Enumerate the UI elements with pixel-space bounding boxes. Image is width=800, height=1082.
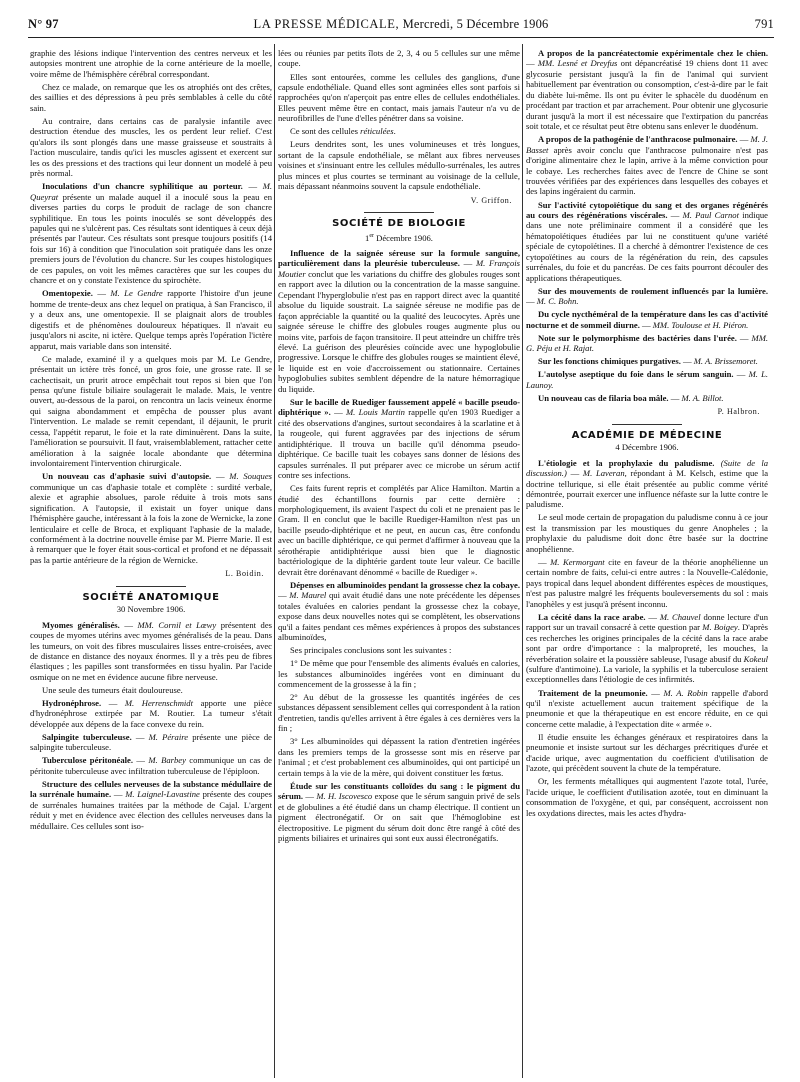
report-title: Sur des mouvements de roulement influencés par la lumière.: [538, 285, 768, 296]
issue-date: Mercredi, 5 Décembre 1906: [402, 17, 549, 31]
section-date: 30 Novembre 1906.: [116, 604, 186, 615]
report-paragraph: Note sur le polymorphisme des bactéries dans l'urée. — MM. G. Péju et H. Rajat.: [526, 332, 768, 354]
paragraph: [278, 126, 520, 136]
report-text: donne lecture d'un rapport sur un travail consacré à cette question par: [526, 611, 768, 633]
header-rule: [28, 37, 774, 38]
list-item: [526, 356, 768, 366]
header-masthead: [28, 17, 774, 32]
signature: P. Halbron.: [717, 407, 760, 417]
report-paragraph: — M. Kermorgant cite en faveur de la théorie anophélienne un certain nombre de faits, celui-ci entre autres : la Nouvelle-Calédonie, pays tropical dans lequel abondent différentes espèces de moustiques, n'est pas palustre malgré les fréquents bouleversements du sol : mais l'anophèles y est jusqu'à présent inconnu.: [526, 556, 768, 609]
report-author: M. Laignel-Lavastine: [125, 789, 200, 800]
column-left: [30, 48, 272, 1078]
report-paragraph: Sur le bacille de Ruediger faussement appelé « bacille pseudo-diphtérique ». — M. Louis Martin rappelle qu'en 1903 Ruediger a cité des observations d'angines, surtout secondaires à la scarlatine et à la rougeole, qui furent aggravées par des injections de sérum antidiphtérique. Il trouva un bacille qu'il dénomma pseudo-diphtérique. Ce bacille tuait les cobayes sans donner de lésions des capsules surrénales. Il put préparer avec ce microbe un sérum actif contre ses infections.: [278, 396, 520, 480]
report-title: A propos de la pathogénie de l'anthracose pulmonaire.: [538, 134, 738, 145]
report-author: M. Barbey: [148, 755, 186, 766]
text-run: .: [393, 126, 396, 137]
report-paragraph: A propos de la pancréatectomie expérimentale chez le chien. — MM. Lesné et Dreyfus ont dépancréatisé 19 chiens dont 11 avec glycosurie persistant jusqu'à la fin de l'animal qui survient habituellement par éventration ou consomption, c'est-à-dire par le fait du diabète lui-même. Ils ont pu éviter le sphacèle du duodénum en procédant par traction et par arrachement. Pour obtenir une glycosurie durant jusqu'à la mort il est nécessaire que l'extirpation du pancréas soit totale, et ce résultat peut être obtenu sans enlever le duodénum.: [526, 48, 768, 132]
report-paragraph: Hydronéphrose. — M. Herrenschmidt apporte une pièce d'hydronéphrose extirpée par M. Routier. La tumeur s'était développée aux dépens de la face convexe du rein.: [30, 698, 272, 729]
paragraph: Ce malade, examiné il y a quelques mois par M. Le Gendre, présentait un ictère très foncé, un gros foie, une grosse rate. Il se cachectisait, un prurit atroce empêchait tout repos si bien que l'on pensa qu'une fistule biliaire soulagerait le malade. Mais, le ventre ouvert, au-dessous de la paroi, on rencontra un lacis veineux énorme qui saigna abondamment et empêcha de pousser plus avant l'intervention. Le malade se remit cependant, il déjaunit, le prurit cessa, l'appétit reparut, le foie et la rate diminuèrent. Dans la suite, l'amélioration se poursuivit. Il faut, vraisemblablement, rattacher cette amélioration à la saignée locale abondante que détermina involontairement l'intervention chirurgicale.: [30, 353, 272, 469]
report-author: MM. Cornil et Lœwy: [137, 619, 217, 630]
column-right: [526, 48, 768, 1078]
section-divider: [116, 586, 186, 587]
paragraph: Ses principales conclusions sont les suivantes :: [290, 645, 452, 656]
paragraph: lées ou réunies par petits îlots de 2, 3, 4 ou 5 cellules sur une même coupe.: [278, 48, 520, 69]
report-title: L'autolyse aseptique du foie dans le sérum sanguin.: [538, 369, 734, 380]
date-ordinal: er: [369, 232, 374, 239]
paragraph: 2° Au début de la grossesse les quantités ingérées de ces substances dépassent sensiblement celles qui correspondent à la ration d'entretien, tandis qu'elles arrivent à être égales à ces dernières vers la fin ;: [278, 692, 520, 734]
paragraph: Or, les ferments métalliques qui augmentent l'azote total, l'urée, l'acide urique, le coefficient d'utilisation azotée, tout en diminuant la consommation de l'oxygène, et qui, par conséquent, accroissent non les oxydations directes, mais les actes d'hydra-: [526, 776, 768, 818]
report-author: M. A. Billot.: [681, 392, 724, 403]
paragraph: 3° Les albuminoïdes qui dépassent la ration d'entretien ingérées dans les premiers temps de la grossesse sont mis en réserve par l'animal ; et c'est probablement ces albuminoïdes, qui ont participé un certain temps à la vie de la mère, qui doivent constituer les fœtus.: [278, 736, 520, 778]
section-title: ACADÉMIE DE MÉDECINE: [571, 429, 723, 441]
report-text: cite en faveur de la théorie anophélienne un certain nombre de faits, celui-ci entre autres : la Nouvelle-Calédonie, pays tropical dans lequel abondent différentes espèces de moustiques, n'est pas palustre malgré les fréquents bouleversements du sol : mais l'anophèles y est jusqu'à présent inconnu.: [526, 556, 768, 609]
report-author: M. Herrenschmidt: [124, 698, 193, 709]
report-author: MM. Lesné et Dreyfus: [537, 58, 618, 69]
report-author: M. H. Iscovesco: [316, 791, 373, 802]
report-author: M. C. Bohn.: [536, 296, 579, 307]
paragraph: Il étudie ensuite les échanges généraux et respiratoires dans la pneumonie et insiste surtout sur les décharges précritiques d'urée et d'acide urique, avec augmentation du coefficient d'utilisation de l'azote, qui précèdent souvent la chute de la température.: [526, 731, 768, 774]
page-number: 791: [754, 17, 774, 31]
section-divider: [364, 212, 434, 213]
text-run: Ce sont des cellules: [290, 126, 361, 137]
report-author: M. Chauvel: [659, 611, 701, 622]
report-paragraph: Dépenses en albuminoïdes pendant la grossesse chez la cobaye. — M. Maurel qui avait étudié dans une note précédente les dépenses totales évaluées en calories pendant la grossesse chez la cobaye, expose dans deux nouvelles notes qui se complètent, les observations qu'il a faites pendant ces mêmes expériences à propos des substances albuminoïdes,: [278, 579, 520, 642]
report-text: indique dans une note préliminaire comment il a considéré que les hématopoïétiques étudiées par lui ne constituent qu'une variété spéciale de cytopoïétines. Il a cherché à démontrer l'existence de ces cytopoïétines au cours de la régénération du rein, des capsules surrénales, du foie et du pancréas. De ces faits pourront découler des applications thérapeutiques.: [526, 209, 768, 283]
report-title: Omentopexie.: [42, 288, 93, 299]
report-text: présentent des coupes de myomes utérins avec myomes généralisés de la peau. Dans les tumeurs, on voit des fibres musculaires lisses entre-croisées, avec de distance en distance des noyaux énormes. Il y a très peu de fibres élastiques ; les papilles sont transformées en tissu hyalin. Par l'acide osmique on ne met en évidence aucune fibre nerveuse.: [30, 619, 272, 682]
report-paragraph: L'autolyse aseptique du foie dans le sérum sanguin. — M. L. Launoy.: [526, 369, 768, 390]
section-date: [278, 231, 520, 243]
report-text: après avoir conclu que l'anthracose pulmonaire n'est pas d'origine alimentaire chez le lapin, arrive à la même conviction pour le cobaye. Les recherches faites avec de l'encre de Chine se sont trouvées vérifiées par des expériences dans lesquelles des cobayes et des lapins ingéraient du carmin.: [526, 144, 768, 197]
report-author: M. A. Brissemoret.: [693, 356, 758, 367]
report-text: rappelle qu'en 1903 Ruediger a cité des observations d'angines, surtout secondaires à la scarlatine et à la rougeole, qui furent aggravées par des injections de sérum antidiphtérique. Il trouva un bacille qu'il dénomma pseudo-diphtérique. Ce bacille tuait les cobayes sans donner de lésions des capsules surrénales. Il put préparer avec ce microbe un sérum actif contre ses infections.: [278, 407, 520, 480]
report-paragraph: A propos de la pathogénie de l'anthracose pulmonaire. — M. J. Basset après avoir conclu que l'anthracose pulmonaire n'est pas d'origine alimentaire chez le lapin, arrive à la même conviction pour le cobaye. Les recherches faites avec de l'encre de Chine se sont trouvées vérifiées par des expériences dans lesquelles des cobayes et des lapins ingéraient du carmin.: [526, 134, 768, 197]
report-author: M. Louis Martin: [346, 407, 405, 418]
list-item: [526, 333, 768, 354]
report-title: Myomes généralisés.: [42, 619, 120, 630]
cited-author: M. Boigey: [702, 622, 738, 633]
report-paragraph: Un nouveau cas d'aphasie suivi d'autopsie. — M. Souques communique un cas d'aphasie totale et complète : surdité verbale, alexie et agraphie absolues, parole réduite à trois mots sans signification. A l'autopsie, il existait un foyer unique dans l'hémisphère gauche, intéressant à la fois la zone de Wernicke, la zone lenticulaire et celle de Broca, et expliquant l'aphasie de la malade, conformément à la doctrine nouvelle émise par M. Pierre Marie. Il est à remarquer que le foyer était sous-cortical et profond et ne dépassait pas la partie antérieure de la région de Wernicke.: [30, 471, 272, 565]
paragraph: Le seul mode certain de propagation du paludisme connu à ce jour est la transmission par les moustiques du genre Anopheles ; la prophylaxie du paludisme doit donc être basée sur la doctrine anophélienne.: [526, 512, 768, 554]
paragraph: Chez ce malade, on remarque que les os atrophiés ont des crêtes, des saillies et des dépressions à peu près semblables à celle du côté sain.: [30, 81, 272, 113]
report-text: communique un cas d'aphasie totale et complète : surdité verbale, alexie et agraphie absolues, parole réduite à trois mots sans signification. A l'autopsie, il existait un foyer unique dans l'hémisphère gauche, intéressant à la fois la zone de Wernicke, la zone lenticulaire et celle de Broca, et expliquant l'aphasie de la malade, conformément à la doctrine nouvelle émise par M. Pierre Marie. Il est à remarquer que le foyer était sous-cortical et profond et ne dépassait pas la partie antérieure de la région de Wernicke.: [30, 481, 272, 565]
report-author: M. Maurel: [289, 590, 327, 601]
report-author: M. Péraire: [148, 731, 189, 742]
report-text: communique un cas de péritonite tuberculeuse avec infiltration tuberculeuse de l'épiploon.: [30, 755, 272, 776]
list-item: [526, 309, 768, 330]
report-title: Sur le bacille de Ruediger faussement appelé « bacille pseudo-diphtérique ».: [278, 396, 520, 418]
report-text: présente une pièce de salpingite tuberculeuse.: [30, 731, 272, 753]
signature: L. Boidin.: [225, 569, 264, 579]
report-author: M. Queyrat: [30, 181, 272, 202]
report-title: Hydronéphrose.: [42, 698, 102, 709]
paragraph: graphie des lésions indique l'intervention des centres nerveux et les autopsies montrent une atrophie de la corne antérieure de la moelle, voire même de l'hémisphère cérébral correspondant.: [30, 48, 272, 79]
report-paragraph: Salpingite tuberculeuse. — M. Péraire présente une pièce de salpingite tuberculeuse.: [30, 731, 272, 753]
report-author: M. Kermorgant: [550, 556, 605, 567]
report-title: L'étiologie et la prophylaxie du paludisme.: [538, 457, 715, 468]
report-text: présente un malade auquel il a inoculé sous la peau en diverses parties du corps le produit de raclage de son chancre syphilitique. En tous les points inoculés se sont développés des papules qui ne s'ulcèrent pas. Ces résultats sont identiques à ceux déjà présentés par l'auteur. Ces résultats sont presque toujours positifs (14 fois sur 16) à condition que l'inoculation soit pratiquée dans les onze premiers jours de l'évolution du chancre. Sur les coupes histologiques de ces papules, on voit les mêmes caractères que sur les coupes du chancre et on y constate l'existence du spirochète.: [30, 191, 272, 286]
list-item: [526, 369, 768, 390]
report-author: M. L. Launoy.: [526, 369, 768, 390]
report-title: Sur l'activité cytopoïétique du sang et des organes régénérés au cours des régénérations viscérales.: [526, 199, 768, 220]
report-paragraph: Tuberculose péritonéale. — M. Barbey communique un cas de péritonite tuberculeuse avec infiltration tuberculeuse de l'épiploon.: [30, 755, 272, 776]
report-title: A propos de la pancréatectomie expérimentale chez le chien.: [538, 48, 768, 58]
report-text: répondant à M. Kelsch, estime que la doctrine tellurique, si elle était présentée au public comme vérité démontrée, pourrait exercer une influence néfaste sur la lutte contre le paludisme.: [526, 468, 768, 510]
report-paragraph: Omentopexie. — M. Le Gendre rapporte l'histoire d'un jeune homme de trente-deux ans chez lequel on pratiqua, à San Francisco, il y a deux ans, une omentopexie. Il se plaignait alors de troubles digestifs et de phénomènes douloureux hépatiques. Il n'avait eu jusqu'alors ni ascite, ni ictère. Quelque temps après l'opération l'ictère apparut, mais variable dans son intensité.: [30, 288, 272, 351]
date-rest: Décembre 1906.: [374, 232, 433, 243]
report-text: expose que le sérum sanguin privé de sels et de globulines a été étudié dans un champ électrique. Il contient un pigment électronégatif. Or on sait que l'hémoglobine est électropositive. Le pigment du sérum doit donc être rangé à côté des pigments biliaires et urinaires qui sont eux aussi électronégatifs.: [278, 791, 520, 844]
report-title: Sur les fonctions chimiques purgatives.: [538, 356, 681, 367]
list-item: [526, 393, 768, 403]
report-author: M. Laveran: [582, 468, 625, 479]
report-title: Structure des cellules nerveuses de la substance médullaire de la surrénale humaine.: [30, 778, 272, 800]
issue-number: N° 97: [28, 17, 59, 31]
section-date: 4 Décembre 1906.: [615, 442, 679, 453]
report-title: Un nouveau cas d'aphasie suivi d'autopsie.: [42, 471, 212, 482]
page-header: [28, 17, 774, 37]
report-title: Traitement de la pneumonie.: [538, 687, 648, 698]
report-title: Note sur le polymorphisme des bactéries dans l'urée.: [538, 332, 737, 343]
report-text: qui avait étudié dans une note précédente les dépenses totales évaluées en calories pendant la grossesse chez la cobaye, expose dans deux nouvelles notes qui se complètent, les observations qu'il a faites pendant ces mêmes expériences à propos des substances albuminoïdes,: [278, 590, 520, 642]
report-paragraph: La cécité dans la race arabe. — M. Chauvel donne lecture d'un rapport sur un travail consacré à cette question par M. Boigey. D'après ces recherches les origines principales de la cécité dans la race arabe sont par ordre d'importance : la malpropreté, les mouches, la réverbération solaire et la poussière sableuse, l'usage abusif du Kokeul (sulfure d'antimoine). La variole, la syphilis et la tuberculose seraient exceptionnelles dans l'étiologie de ces infirmités.: [526, 611, 768, 685]
report-author: M. Le Gendre: [110, 288, 163, 299]
report-paragraph: Inoculations d'un chancre syphilitique au porteur. — M. Queyrat présente un malade auquel il a inoculé sous la peau en diverses parties du corps le produit de raclage de son chancre syphilitique. En tous les points inoculés se sont développés des papules qui ne s'ulcèrent pas. Ces résultats sont identiques à ceux déjà présentés par l'auteur. Ces résultats sont presque toujours positifs (14 fois sur 16) à condition que l'inoculation soit pratiquée dans les onze premiers jours de l'évolution du chancre. Sur les coupes histologiques de ces papules, on voit les mêmes caractères que sur les coupes du chancre et on y constate l'existence du spirochète.: [30, 181, 272, 286]
paragraph: Leurs dendrites sont, les unes volumineuses et très longues, sortant de la capsule endothéliale, se mêlant aux fibres nerveuses voisines et s'insinuant entre les cellules médullo-surrénales, les autres plus minces et plus courtes se terminant au voisinage de la cellule, mais dépassant néanmoins souvent la capsule endothéliale.: [278, 139, 520, 192]
paragraph: 1° De même que pour l'ensemble des aliments évalués en calories, les substances albuminoïdes ingérées vont en diminuant du commencement de la grossesse à la fin ;: [278, 658, 520, 689]
report-paragraph: Influence de la saignée séreuse sur la formule sanguine, particulièrement dans la pleurésie tuberculeuse. — M. François Moutier conclut que les variations du chiffre des globules rouges sont en rapport avec la dilution ou la concentration de la masse sanguine. Cependant l'hyperglobulie n'est pas en rapport direct avec la quantité absolue du liquide soustrait. La saignée séreuse ne modifie pas de façon appréciable la quantité ou la qualité des leucocytes. Après une saignée séreuse le chiffre des globules rouges augmente plus ou moins vite, parfois de façon transitoire. Il peut atteindre un chiffre très élevé. La guérison des pleurésies coïncide avec une hypoglobulie progressive. Lorsque le chiffre des globules rouges se maintient élevé, le liquide est en voie d'accroissement ou stationnaire. Certaines hypoglobulies subites semblent dépendre de la nature hémorragique du liquide.: [278, 247, 520, 394]
paragraph: Au contraire, dans certains cas de paralysie infantile avec destruction étendue des muscles, les os perdent leur relief. C'est qu'alors ils sont plongés dans une masse graisseuse et soustraits à l'action musculaire, tandis qu'ici les muscles agissent et exercent sur les os des pressions et des tractions qui leur donnent un modelé à peu près normal.: [30, 115, 272, 179]
paragraph: Ces faits furent repris et complétés par Alice Hamilton. Martin a étudié des échantillons fournis par cette dernière : morphologiquement, ils avaient l'aspect du coli et ne prenaient pas le Gram. Il en conclut que le bacille Ruediger-Hamilton n'est pas un bacille pseudo-diphtérique et ne peut, en aucun cas, être confondu avec un bacille diphtérique, ce qui permet d'affirmer à nouveau que la sérothérapie antidiphtérique aussi bien que le diagnostic bactériologique de la diphtérie gardent toute leur valeur. Ce bacille devrait être dorénavant dénommé « bacille de Ruediger ».: [278, 483, 520, 577]
report-text: apporte une pièce d'hydronéphrose extirpée par M. Routier. La tumeur s'était développée aux dépens de la face convexe du rein.: [30, 698, 272, 729]
report-title: Salpingite tuberculeuse.: [42, 731, 132, 742]
report-title: La cécité dans la race arabe.: [538, 611, 646, 622]
report-author: M. Souques: [229, 471, 272, 482]
report-paragraph: Myomes généralisés. — MM. Cornil et Lœwy présentent des coupes de myomes utérins avec myomes généralisés de la peau. Dans les tumeurs, on voit des fibres musculaires lisses entre-croisées, avec de distance en distance des noyaux énormes. Il y a très peu de fibres élastiques ; les papilles sont transformées en tissu hyalin. Par l'acide osmique on ne met en évidence aucune fibre nerveuse.: [30, 619, 272, 682]
report-note: (Suite de la discussion.): [526, 457, 768, 479]
signature: V. Griffon.: [470, 195, 512, 205]
report-author: M. J. Basset: [526, 134, 768, 155]
report-paragraph: Un nouveau cas de filaria boa mâle. — M. A. Billot.: [538, 392, 724, 403]
report-text: présente des coupes de surrénales humaines traitées par la méthode de Cajal. L'argent réduit y met en évidence avec élection des cellules nerveuses dans la médullaire. Ces cellules sont iso-: [30, 789, 272, 831]
report-title: Tuberculose péritonéale.: [42, 755, 133, 766]
report-text: rappelle d'abord qu'il n'existe actuellement aucun traitement spécifique de la pneumonie et que la thérapeutique en est encore réduite, en ce qui concerne cette maladie, à l'expectation dite « armée ».: [526, 687, 768, 729]
journal-title: LA PRESSE MÉDICALE,: [253, 17, 400, 31]
report-text: ont dépancréatisé 19 chiens dont 11 avec glycosurie persistant jusqu'à la fin de l'animal qui survient habituellement par éventration ou consomption, c'est-à-dire par le fait du diabète lui-même. Ils ont pu éviter le sphacèle du duodénum en procédant par traction et par arrachement. Pour obtenir une glycosurie durant jusqu'à la mort il est nécessaire que l'extirpation du pancréas soit totale, et ce résultat peut être obtenu sans enlever le duodénum.: [526, 58, 768, 132]
section-title: SOCIÉTÉ ANATOMIQUE: [82, 591, 220, 603]
date-day: 1: [365, 232, 370, 243]
report-title: Un nouveau cas de filaria boa mâle.: [538, 392, 669, 403]
report-author: M. A. Robin: [663, 687, 708, 698]
report-paragraph: Traitement de la pneumonie. — M. A. Robin rappelle d'abord qu'il n'existe actuellement aucun traitement spécifique de la pneumonie et que la thérapeutique en est encore réduite, en ce qui concerne cette maladie, à l'expectation dite « armée ».: [526, 687, 768, 729]
report-title: Du cycle nycthéméral de la température dans les cas d'activité nocturne et de sommeil diurne.: [526, 309, 768, 330]
report-title: Influence de la saignée séreuse sur la formule sanguine, particulièrement dans la pleurésie tuberculeuse.: [278, 247, 520, 269]
column-middle: [278, 48, 520, 1078]
paragraph: Elles sont entourées, comme les cellules des ganglions, d'une capsule endothéliale. Quand elles sont agminées elles sont parfois si rapprochées qu'on n'aperçoit pas entre elles de cellules endothéliales. Elles peuvent même être en contact, mais jamais l'auteur n'a vu de neurofibrilles de l'une d'elles pénétrer dans sa voisine.: [278, 71, 520, 124]
emphasis: Kokeul: [743, 653, 768, 664]
list-item: [526, 286, 768, 307]
report-text: . D'après ces recherches les origines principales de la cécité dans la race arabe sont par ordre d'importance : la malpropreté, les mouches, la réverbération solaire et la poussière sableuse, l'usage abusif du: [526, 622, 768, 664]
report-paragraph: Sur des mouvements de roulement influencés par la lumière. — M. C. Bohn.: [526, 285, 768, 307]
report-title: Dépenses en albuminoïdes pendant la grossesse chez la cobaye.: [290, 579, 520, 590]
report-paragraph: Sur l'activité cytopoïétique du sang et des organes régénérés au cours des régénérations viscérales. — M. Paul Carnot indique dans une note préliminaire comment il a considéré que les hématopoïétiques étudiées par lui ne constituent qu'une variété spéciale de cytopoïétines. Il a cherché à démontrer l'existence de ces cytopoïétines au cours de la régénération du rein, des capsules surrénales, du foie et du pancréas. De ces faits pourront découler des applications thérapeutiques.: [526, 199, 768, 283]
section-title: SOCIÉTÉ DE BIOLOGIE: [332, 218, 466, 230]
report-paragraph: L'étiologie et la prophylaxie du paludisme. (Suite de la discussion.) — M. Laveran, répondant à M. Kelsch, estime que la doctrine tellurique, si elle était présentée au public comme vérité démontrée, pourrait exercer une influence néfaste sur la lutte contre le paludisme.: [526, 457, 768, 510]
report-author: MM. Toulouse et H. Piéron.: [652, 319, 749, 330]
report-text: (sulfure d'antimoine). La variole, la syphilis et la tuberculose seraient exceptionnelles dans l'étiologie de ces infirmités.: [526, 664, 768, 685]
emphasis: réticulées: [360, 126, 394, 137]
report-author: M. Paul Carnot: [682, 209, 739, 220]
report-paragraph: Étude sur les constituants colloïdes du sang : le pigment du sérum. — M. H. Iscovesco expose que le sérum sanguin privé de sels et de globulines a été étudié dans un champ électrique. Il contient un pigment électronégatif. Or on sait que l'hémoglobine est électropositive. Le pigment du sérum doit donc être rangé à côté des pigments biliaires et urinaires qui sont eux aussi électronégatifs.: [278, 780, 520, 844]
report-paragraph: Structure des cellules nerveuses de la substance médullaire de la surrénale humaine. — M. Laignel-Lavastine présente des coupes de surrénales humaines traitées par la méthode de Cajal. L'argent réduit y met en évidence avec élection des cellules nerveuses dans la médullaire. Ces cellules sont iso-: [30, 778, 272, 831]
report-title: Inoculations d'un chancre syphilitique au porteur.: [42, 181, 243, 192]
report-title: Étude sur les constituants colloïdes du sang : le pigment du sérum.: [278, 780, 520, 802]
section-divider: [612, 424, 682, 425]
report-text: rapporte l'histoire d'un jeune homme de trente-deux ans chez lequel on pratiqua, à San Francisco, il y a deux ans, une omentopexie. Il se plaignait alors de troubles digestifs et de phénomènes douloureux hépatiques. Il n'avait eu jusqu'alors ni ascite, ni ictère. Quelque temps après l'opération l'ictère apparut, mais variable dans son intensité.: [30, 288, 272, 351]
communications-list: [526, 286, 768, 404]
report-author: MM. G. Péju et H. Rajat.: [526, 332, 768, 354]
paragraph: Une seule des tumeurs était douloureuse.: [42, 684, 183, 695]
report-text: conclut que les variations du chiffre des globules rouges sont en rapport avec la dilution ou la concentration de la masse sanguine. Cependant l'hyperglobulie n'est pas en rapport direct avec la quantité absolue du liquide soustrait. La saignée séreuse ne modifie pas de façon appréciable la quantité ou la qualité des leucocytes. Après une saignée séreuse le chiffre des globules rouges augmente plus ou moins vite, parfois de façon transitoire. Il peut atteindre un chiffre très élevé. La guérison des pleurésies coïncide avec une hypoglobulie progressive. Lorsque le chiffre des globules rouges se maintient élevé, le liquide est en voie d'accroissement ou stationnaire. Certaines hypoglobulies subites semblent dépendre de la nature hémorragique du liquide.: [278, 268, 520, 394]
report-paragraph: Du cycle nycthéméral de la température dans les cas d'activité nocturne et de sommeil diurne. — MM. Toulouse et H. Piéron.: [526, 309, 768, 330]
column-divider: [522, 44, 523, 1078]
column-divider: [274, 44, 275, 1078]
report-author: M. François Moutier: [278, 258, 520, 279]
report-paragraph: Sur les fonctions chimiques purgatives. — M. A. Brissemoret.: [538, 356, 758, 367]
